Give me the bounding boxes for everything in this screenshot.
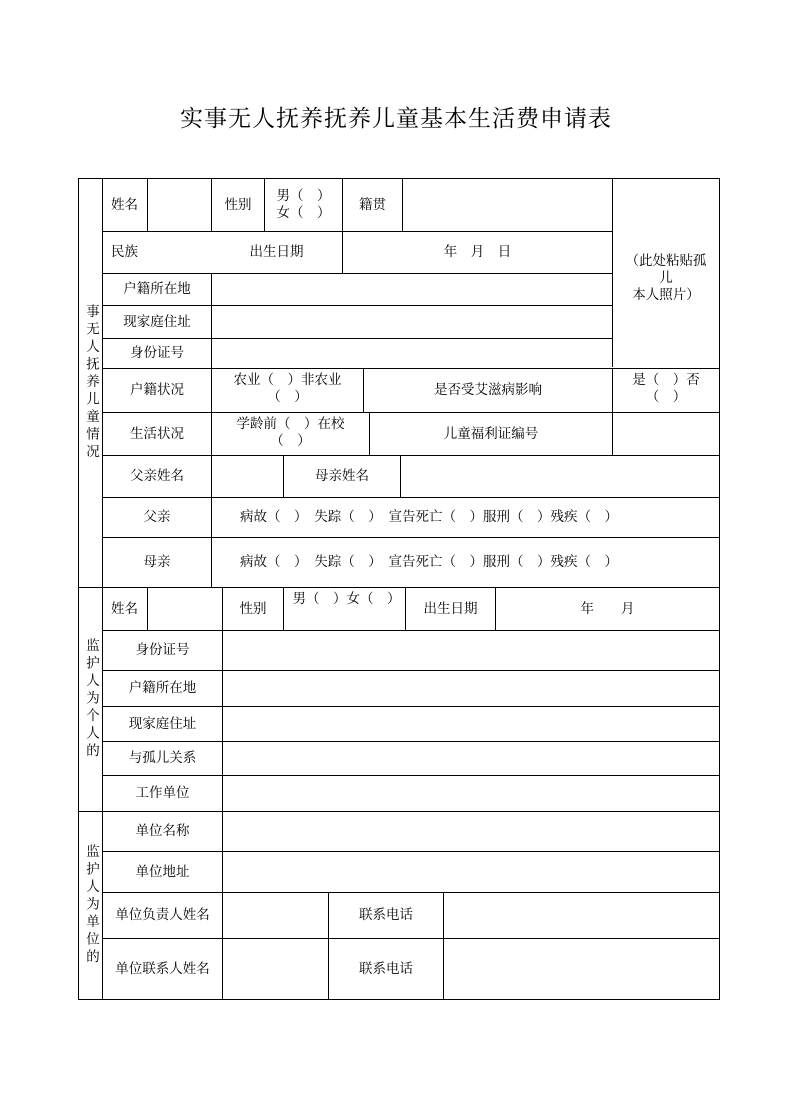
child-gender-label: 性别 [211,179,264,231]
child-address-label: 现家庭住址 [102,305,211,338]
unit-contact-label: 单位联系人姓名 [102,938,222,999]
photo-instruction-2: 本人照片） [632,286,700,303]
ethnicity-field[interactable] [147,231,211,273]
unit-contact-field[interactable] [222,938,328,999]
guardian-work-label: 工作单位 [102,775,222,811]
child-name-label: 姓名 [102,179,147,231]
photo-area[interactable] [612,179,719,367]
father-name-label: 父亲姓名 [102,455,211,497]
unit-address-field[interactable] [222,851,719,892]
guardian-person-section-label: 监护人为个人的 [83,638,99,761]
aids-yes-no-options[interactable]: 是（ ）否（ ） [612,368,719,412]
unit-head-label: 单位负责人姓名 [102,892,222,938]
unit-contact-phone-field[interactable] [443,938,719,999]
hukou-status-label: 户籍状况 [102,368,211,412]
living-status-label: 生活状况 [102,412,211,455]
gender-male-option[interactable]: 男（ ） [276,188,331,204]
guardian-gender-options[interactable]: 男（ ）女（ ） [283,588,405,630]
child-birth-date-label: 出生日期 [211,231,342,273]
child-section-label: 事无人抚养儿童情况 [83,304,99,462]
child-info-section [78,178,720,588]
guardian-hukou-label: 户籍所在地 [102,670,222,706]
ethnicity-label: 民族 [102,231,147,273]
guardian-name-label: 姓名 [102,588,147,630]
unit-head-phone-field[interactable] [443,892,719,938]
guardian-gender-label: 性别 [222,588,283,630]
unit-contact-phone-label: 联系电话 [328,938,443,999]
guardian-name-field[interactable] [147,588,222,630]
guardian-birth-date-field[interactable]: 年 月 [495,588,719,630]
unit-address-label: 单位地址 [102,851,222,892]
welfare-cert-field[interactable] [612,412,719,455]
guardian-work-field[interactable] [222,775,719,811]
welfare-cert-label: 儿童福利证编号 [369,412,612,455]
guardian-relation-field[interactable] [222,741,719,775]
unit-name-field[interactable] [222,812,719,851]
child-hukou-location-field[interactable] [211,273,612,305]
guardian-address-field[interactable] [222,706,719,741]
child-id-label: 身份证号 [102,338,211,368]
gender-female-option[interactable]: 女（ ） [276,205,331,221]
father-status-options[interactable]: 病故（ ） 失踪（ ） 宣告死亡（ ）服刑（ ）残疾（ ） [211,497,719,537]
guardian-person-section [78,587,720,812]
native-place-field[interactable] [402,179,612,231]
guardian-unit-section [78,811,720,1000]
child-hukou-location-label: 户籍所在地 [102,273,211,305]
guardian-id-label: 身份证号 [102,630,222,670]
guardian-birth-date-label: 出生日期 [405,588,495,630]
unit-head-field[interactable] [222,892,328,938]
page-title: 实事无人抚养抚养儿童基本生活费申请表 [180,106,612,132]
mother-status-label: 母亲 [102,537,211,587]
child-id-field[interactable] [211,338,612,368]
child-address-field[interactable] [211,305,612,338]
unit-name-label: 单位名称 [102,812,222,851]
guardian-hukou-field[interactable] [222,670,719,706]
unit-head-phone-label: 联系电话 [328,892,443,938]
father-status-label: 父亲 [102,497,211,537]
child-birth-date-field[interactable]: 年 月 日 [342,231,612,273]
child-name-field[interactable] [147,179,211,231]
mother-name-label: 母亲姓名 [283,455,400,497]
guardian-id-field[interactable] [222,630,719,670]
father-name-field[interactable] [211,455,283,497]
photo-instruction-1: （此处粘贴孤儿 [625,252,707,286]
guardian-relation-label: 与孤儿关系 [102,741,222,775]
living-status-options[interactable]: 学龄前（ ）在校（ ） [211,412,369,455]
mother-name-field[interactable] [400,455,719,497]
native-place-label: 籍贯 [342,179,402,231]
mother-status-options[interactable]: 病故（ ） 失踪（ ） 宣告死亡（ ）服刑（ ）残疾（ ） [211,537,719,587]
guardian-address-label: 现家庭住址 [102,706,222,741]
aids-question-label: 是否受艾滋病影响 [363,368,612,412]
guardian-unit-section-label: 监护人为单位的 [83,844,99,967]
child-gender-options[interactable] [264,179,342,231]
hukou-status-options[interactable]: 农业（ ）非农业（ ） [211,368,363,412]
